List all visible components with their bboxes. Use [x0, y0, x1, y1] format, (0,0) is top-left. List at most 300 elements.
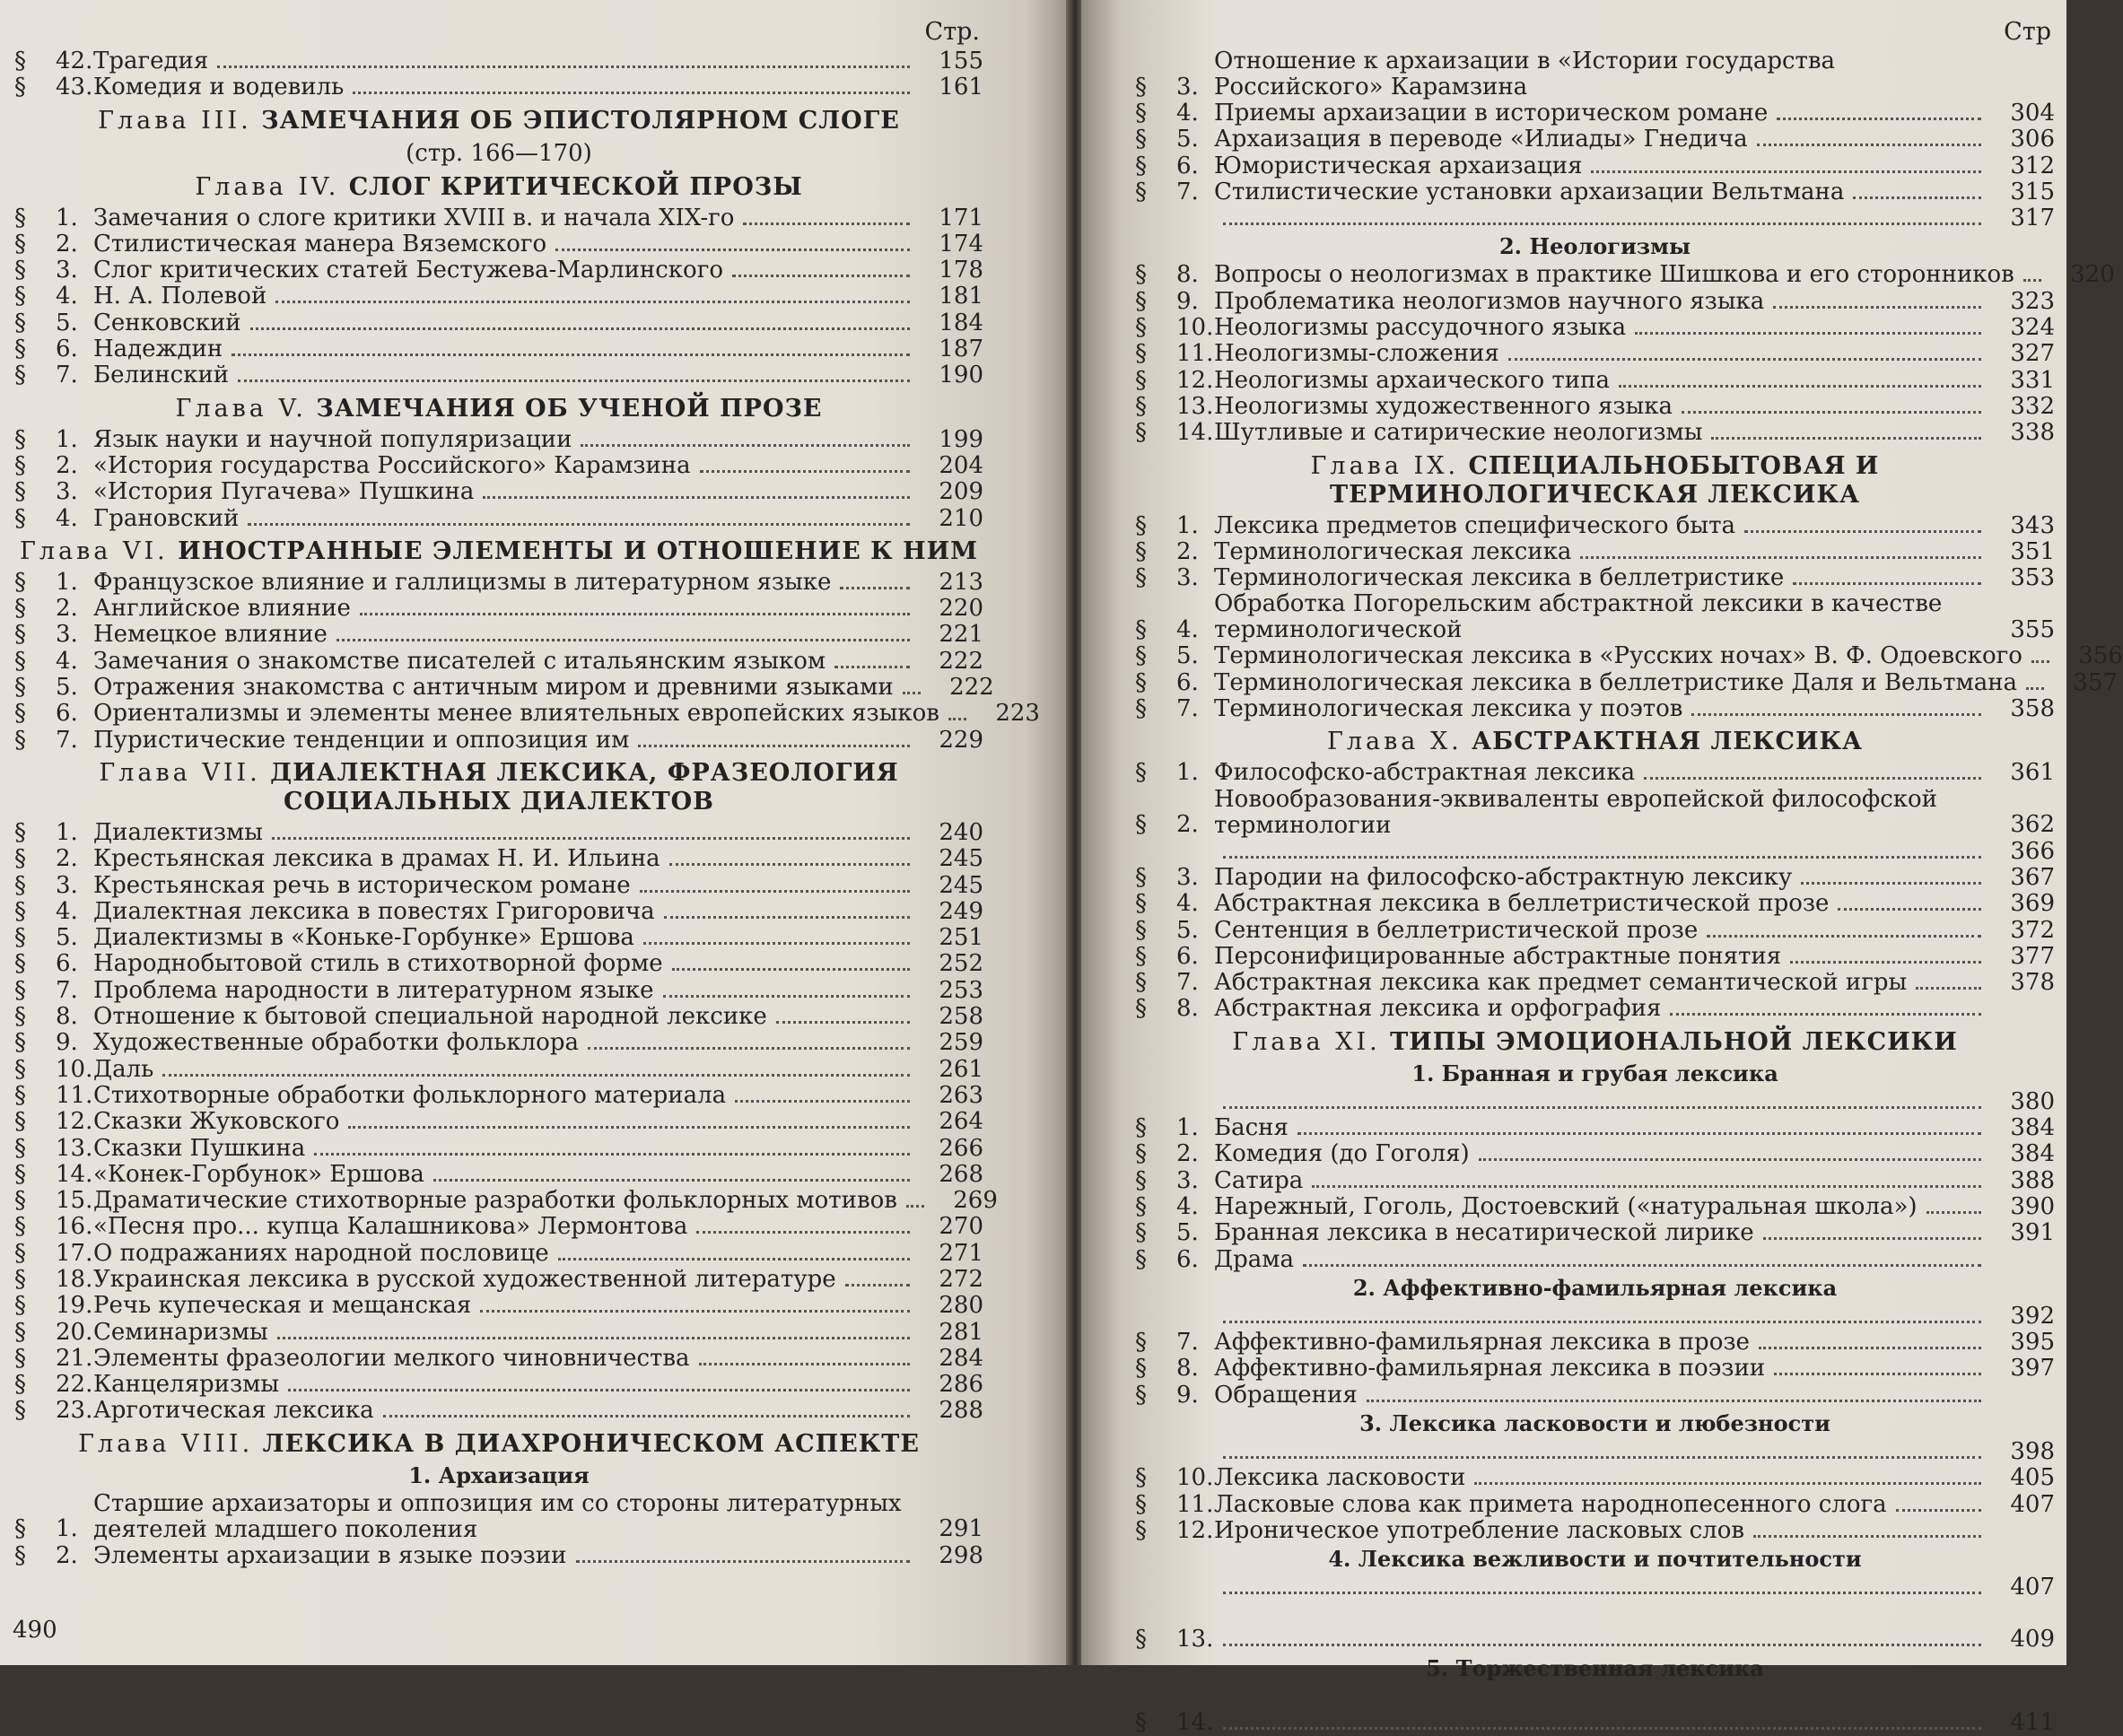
entry-page: 222: [939, 647, 983, 675]
right-entries: [1135, 48, 2123, 1736]
leader-dots: [663, 995, 910, 998]
entry-number: 10.: [1176, 314, 1214, 342]
entry-page: 220: [939, 595, 983, 623]
right-toc: [1135, 16, 2123, 1736]
section-sign: §: [14, 283, 26, 310]
section-sign: §: [1135, 1516, 1147, 1544]
right-page: [1081, 0, 2123, 1736]
entry-number: 7.: [56, 362, 78, 389]
entry-number: 4.: [56, 647, 78, 675]
entry-page: 258: [939, 1003, 983, 1031]
section-sign: §: [1135, 419, 1147, 447]
entry-number: 2.: [1176, 811, 1199, 839]
chapter-heading: [14, 537, 983, 566]
entry-page: 331: [2010, 366, 2055, 394]
entry-title: Отношение к бытовой специальной народной лексике: [93, 1003, 767, 1031]
entry-page: 221: [939, 621, 983, 649]
entry-number: 10.: [1176, 1464, 1214, 1492]
chapter-title: АБСТРАКТНАЯ ЛЕКСИКА: [1472, 728, 1864, 756]
toc-entry: [14, 1214, 983, 1240]
entry-number: 1.: [56, 425, 78, 453]
leader-dots: [576, 1560, 910, 1563]
entry-page: 272: [939, 1265, 983, 1293]
toc-entry: [1135, 1168, 2055, 1194]
section-sign: §: [1135, 126, 1147, 153]
entry-title: Речь купеческая и мещанская: [93, 1292, 472, 1320]
entry-title: Сенковский: [93, 309, 241, 336]
entry-title: Замечания о слоге критики XVIII в. и начала XIX-го: [93, 204, 735, 231]
toc-entry: [14, 479, 983, 505]
toc-entry: [1135, 918, 2055, 944]
entry-number: 12.: [1176, 1516, 1214, 1544]
toc-entry: [14, 1083, 983, 1109]
section-sign: §: [14, 257, 26, 284]
entry-page: 223: [995, 700, 1040, 728]
leader-dots: [1223, 222, 1981, 225]
leader-dots: [1619, 385, 1981, 388]
entry-title: Терминологическая лексика в «Русских ночах» В. Ф. Одоевского: [1214, 642, 2023, 670]
chapter-heading: [1135, 728, 2055, 756]
entry-title: Французское влияние и галлицизмы в литературном языке: [93, 568, 832, 596]
entry-number: 6.: [1176, 668, 1199, 696]
entry-page: 362: [2010, 811, 2055, 839]
section-sign: §: [1135, 616, 1147, 644]
section-sign: §: [1135, 1381, 1147, 1409]
entry-title: Терминологическая лексика: [1214, 537, 1572, 565]
leader-dots: [664, 916, 910, 919]
section-sign: §: [1135, 811, 1147, 839]
entry-number: 1.: [56, 568, 78, 596]
entry-number: 5.: [56, 309, 78, 336]
toc-entry: [14, 570, 983, 596]
leader-dots: [383, 1415, 910, 1418]
entry-title: Старшие архаизаторы и оппозиция им со стороны литературных деятелей младшего поколения: [93, 1489, 902, 1543]
section-sign: §: [1135, 178, 1147, 205]
section-sign: §: [14, 362, 26, 389]
section-sign: §: [14, 1292, 26, 1320]
section-sign: §: [1135, 1140, 1147, 1168]
entry-number: 7.: [1176, 969, 1199, 997]
leader-dots: [776, 1021, 910, 1024]
section-sign: §: [14, 230, 26, 257]
leader-dots: [696, 1231, 910, 1234]
section-sign: §: [1135, 969, 1147, 997]
entry-page: 240: [939, 818, 983, 846]
entry-title: Семинаризмы: [93, 1318, 268, 1346]
leader-dots: [1896, 1509, 1981, 1512]
leader-dots: [1479, 1158, 1981, 1161]
toc-entry: [1135, 1710, 2055, 1736]
entry-number: 16.: [56, 1213, 93, 1241]
entry-title: Сказки Жуковского: [93, 1108, 340, 1136]
entry-number: 3.: [1176, 1166, 1199, 1194]
entry-page: 222: [949, 674, 994, 702]
leader-dots: [1223, 1727, 1981, 1730]
entry-number: 4.: [56, 897, 78, 925]
leader-dots: [1297, 1132, 1981, 1135]
entry-number: 23.: [56, 1397, 93, 1425]
chapter-title: ДИАЛЕКТНАЯ ЛЕКСИКА, ФРАЗЕОЛОГИЯ СОЦИАЛЬНЫХ ДИАЛЕКТОВ: [270, 758, 899, 816]
section-sign: §: [1135, 287, 1147, 315]
leader-dots: [1580, 556, 1981, 559]
entry-page: 380: [2010, 1087, 2055, 1115]
entry-page: 388: [2010, 1166, 2055, 1194]
leader-dots: [1223, 1644, 1981, 1646]
entry-page: 155: [939, 48, 983, 74]
section-sign: §: [14, 647, 26, 675]
toc-entry: [1135, 1089, 2055, 1115]
entry-page: 178: [939, 257, 983, 284]
entry-title: Обращения: [1214, 1381, 1358, 1409]
toc-entry: [14, 1543, 983, 1569]
section-sign: §: [14, 1108, 26, 1136]
toc-entry: [14, 1267, 983, 1293]
leader-dots: [1773, 306, 1981, 309]
entry-title: Аффективно-фамильярная лексика в прозе: [1214, 1329, 1750, 1357]
subsection-heading: 3. Лексика ласковости и любезности: [1359, 1409, 1830, 1436]
entry-title: Нарежный, Гоголь, Достоевский («натуральная школа»): [1214, 1192, 1918, 1220]
toc-entry: [1135, 420, 2055, 446]
entry-page: 251: [939, 924, 983, 952]
entry-title: Драматические стихотворные разработки фольклорных мотивов: [93, 1187, 897, 1215]
toc-entry: [14, 700, 1040, 728]
entry-page: 377: [2010, 942, 2055, 970]
entry-page: 357: [2073, 668, 2119, 696]
toc-entry: [1135, 1330, 2055, 1356]
toc-entry: [1135, 668, 2119, 696]
section-sign: §: [14, 1541, 26, 1569]
leader-dots: [1303, 1264, 1981, 1267]
entry-page: 209: [939, 478, 983, 506]
entry-title: Слог критических статей Бестужева-Марлинского: [93, 257, 723, 284]
toc-entry: [14, 257, 983, 284]
entry-number: 1.: [1176, 1114, 1199, 1142]
entry-title: Юмористическая архаизация: [1214, 152, 1583, 179]
section-sign: §: [1135, 314, 1147, 342]
toc-entry: [14, 1372, 983, 1398]
entry-title: Неологизмы архаического типа: [1214, 366, 1610, 394]
toc-entry: [1135, 513, 2055, 539]
entry-page: 358: [2010, 695, 2055, 723]
entry-page: 327: [2010, 340, 2055, 368]
entry-page: 353: [2010, 564, 2055, 592]
section-sign: §: [14, 1371, 26, 1399]
chapter-number: Глава VIII.: [78, 1429, 254, 1458]
entry-page: 268: [939, 1160, 983, 1188]
section-sign: §: [1135, 995, 1147, 1023]
entry-title: Стилистическая манера Вяземского: [93, 230, 547, 257]
subsection-heading: 2. Аффективно-фамильярная лексика: [1352, 1274, 1838, 1301]
leader-dots: [1508, 358, 1981, 361]
entry-title: Проблематика неологизмов научного языка: [1214, 287, 1765, 315]
entry-title: Лексика ласковости: [1214, 1464, 1466, 1492]
toc-entry: [1135, 642, 2123, 670]
toc-entry: [14, 1004, 983, 1030]
leader-dots: [348, 1126, 910, 1129]
chapter-title: ИНОСТРАННЫЕ ЭЛЕМЕНТЫ И ОТНОШЕНИЕ К НИМ: [178, 537, 979, 565]
entry-title: Арготическая лексика: [93, 1397, 374, 1425]
toc-entry: [1135, 261, 2115, 289]
toc-entry: [1135, 1383, 2055, 1409]
toc-entry: [14, 1398, 983, 1424]
toc-entry: [1135, 839, 2055, 865]
entry-page: 264: [939, 1108, 983, 1136]
entry-title: Аффективно-фамильярная лексика в поэзии: [1214, 1355, 1766, 1383]
toc-entry: [14, 1346, 983, 1372]
entry-title: Архаизация в переводе «Илиады» Гнедича: [1214, 126, 1748, 153]
section-sign: §: [1135, 1464, 1147, 1492]
toc-entry: [1135, 970, 2055, 996]
entry-number: 2.: [56, 230, 78, 257]
subsection-heading: 1. Бранная и грубая лексика: [1411, 1060, 1778, 1086]
leader-dots: [277, 1337, 910, 1339]
entry-title: Даль: [93, 1055, 154, 1083]
entry-title: Абстрактная лексика как предмет семантической игры: [1214, 969, 1908, 997]
entry-number: 8.: [1176, 995, 1199, 1023]
entry-page: 281: [939, 1318, 983, 1346]
section-sign: §: [14, 621, 26, 649]
chapter-title: СПЕЦИАЛЬНОБЫТОВАЯ И ТЕРМИНОЛОГИЧЕСКАЯ ЛЕКСИКА: [1330, 451, 1880, 509]
leader-dots: [288, 1389, 910, 1391]
subsection-heading: 1. Архаизация: [408, 1461, 590, 1488]
page-column-label: Стр.: [924, 18, 980, 46]
section-sign: §: [1135, 366, 1147, 394]
leader-dots: [1223, 1592, 1981, 1594]
entry-page: 259: [939, 1029, 983, 1057]
entry-number: 14.: [1176, 1708, 1214, 1736]
section-sign: §: [14, 309, 26, 336]
entry-page: 405: [2010, 1464, 2055, 1492]
section-sign: §: [14, 845, 26, 873]
section-sign: §: [1135, 511, 1147, 539]
toc-entry: [14, 205, 983, 231]
entry-title: Лексика предметов специфического быта: [1214, 511, 1735, 539]
entry-number: 11.: [56, 1081, 93, 1109]
entry-page: 269: [953, 1187, 998, 1215]
entry-title: Сентенция в беллетристической прозе: [1214, 916, 1699, 944]
section-sign: §: [1135, 695, 1147, 723]
entry-title: Ироническое употребление ласковых слов: [1214, 1516, 1744, 1544]
toc-entry: [1135, 341, 2055, 367]
entry-title: Художественные обработки фольклора: [93, 1029, 579, 1057]
section-sign: §: [1135, 863, 1147, 891]
entry-number: 3.: [56, 478, 78, 506]
section-sign: §: [14, 478, 26, 506]
entry-page: 355: [2010, 616, 2055, 644]
entry-number: 8.: [1176, 1355, 1199, 1383]
chapter-number: Глава V.: [175, 394, 307, 423]
entry-page: 367: [2010, 863, 2055, 891]
leader-dots: [217, 65, 910, 68]
entry-page: 261: [939, 1055, 983, 1083]
subsection-heading: 5. Торжественная лексика: [1426, 1654, 1764, 1681]
toc-entry: [1135, 1220, 2055, 1246]
section-sign: §: [14, 871, 26, 899]
section-sign: §: [1135, 759, 1147, 787]
entry-title: Сказки Пушкина: [93, 1134, 306, 1162]
chapter-number: Глава VII.: [99, 758, 261, 787]
entry-number: 15.: [56, 1187, 93, 1215]
entry-title: Философско-абстрактная лексика: [1214, 759, 1636, 787]
section-sign: §: [14, 451, 26, 479]
leader-dots: [555, 249, 910, 251]
leader-dots: [1682, 411, 1981, 414]
leader-dots: [1790, 961, 1981, 964]
leader-dots: [845, 1284, 910, 1287]
toc-entry: [14, 820, 983, 846]
entry-number: 3.: [56, 871, 78, 899]
section-sign: §: [1135, 642, 1147, 670]
toc-entry: [14, 1057, 983, 1083]
section-sign: §: [1135, 261, 1147, 289]
leader-dots: [669, 863, 910, 866]
entry-title: Неологизмы рассудочного языка: [1214, 314, 1627, 342]
toc-entry: [1135, 996, 2055, 1022]
section-sign: §: [14, 1397, 26, 1425]
toc-entry: [1135, 865, 2055, 891]
toc-entry: [1135, 787, 2055, 839]
entry-title: Стихотворные обработки фольклорного материала: [93, 1081, 727, 1109]
entry-title: Шутливые и сатирические неологизмы: [1214, 419, 1703, 447]
entry-page: 249: [939, 897, 983, 925]
entry-number: 2.: [56, 1541, 78, 1569]
leader-dots: [732, 275, 910, 277]
entry-number: 10.: [56, 1055, 93, 1083]
section-sign: §: [1135, 1355, 1147, 1383]
entry-title: Сатира: [1214, 1166, 1304, 1194]
entry-title: Неологизмы-сложения: [1214, 340, 1499, 368]
entry-title: Диалектная лексика в повестях Григоровича: [93, 897, 655, 925]
leader-dots: [1223, 1456, 1981, 1459]
section-sign: §: [1135, 1219, 1147, 1247]
entry-title: Стилистические установки архаизации Вельтмана: [1214, 178, 1845, 205]
section-sign: §: [1135, 340, 1147, 368]
entry-page: 270: [939, 1213, 983, 1241]
entry-page: 407: [2010, 1574, 2055, 1601]
entry-title: Бранная лексика в несатирической лирике: [1214, 1219, 1754, 1247]
toc-entry: [14, 1162, 983, 1188]
leader-dots: [643, 942, 910, 945]
toc-entry: [1135, 368, 2055, 394]
entry-number: 1.: [56, 1515, 78, 1543]
toc-entry: [1135, 760, 2055, 786]
entry-title: «Песня про... купца Калашникова» Лермонтова: [93, 1213, 688, 1241]
entry-title: Элементы фразеологии мелкого чиновничества: [93, 1344, 690, 1372]
toc-entry: [14, 1030, 983, 1056]
entry-title: Элементы архаизации в языке поэзии: [93, 1541, 567, 1569]
toc-entry: [14, 506, 983, 532]
entry-title: Английское влияние: [93, 595, 351, 623]
section-sign: §: [1135, 1626, 1147, 1653]
toc-entry: [1135, 48, 2055, 100]
section-sign: §: [14, 504, 26, 532]
entry-title: Персонифицированные абстрактные понятия: [1214, 942, 1782, 970]
entry-number: 4.: [1176, 616, 1199, 644]
toc-entry: [14, 231, 983, 257]
entry-number: 19.: [56, 1292, 93, 1320]
toc-entry: [14, 1293, 983, 1319]
entry-number: 13.: [56, 1134, 93, 1162]
toc-entry: [14, 453, 983, 479]
left-toc: [14, 16, 1040, 1569]
entry-number: 11.: [1176, 340, 1214, 368]
entry-page: 391: [2010, 1219, 2055, 1247]
chapter-title: ЛЕКСИКА В ДИАХРОНИЧЕСКОМ АСПЕКТЕ: [262, 1429, 920, 1458]
chapter-number: Глава IV.: [195, 172, 340, 201]
section-sign: §: [14, 726, 26, 754]
entry-page: 263: [939, 1081, 983, 1109]
entry-page: 213: [939, 568, 983, 596]
entry-number: 13.: [1176, 392, 1214, 420]
entry-title: Народнобытовой стиль в стихотворной форме: [93, 950, 663, 978]
leader-dots: [1635, 332, 1981, 335]
entry-number: 2.: [1176, 537, 1199, 565]
entry-number: 11.: [1176, 1490, 1214, 1518]
entry-page: 312: [2010, 152, 2055, 179]
entry-title: Неологизмы художественного языка: [1214, 392, 1673, 420]
toc-entry: [1135, 1194, 2055, 1220]
toc-entry: [1135, 539, 2055, 565]
entry-number: 3.: [1176, 73, 1199, 100]
section-sign: §: [14, 1055, 26, 1083]
section-sign: §: [14, 976, 26, 1004]
entry-title: Отражения знакомства с античным миром и древними языками: [93, 674, 894, 702]
section-sign: §: [1135, 1166, 1147, 1194]
chapter-heading: [14, 1430, 983, 1459]
entry-title: Комедия (до Гоголя): [1214, 1140, 1470, 1168]
section-sign: §: [14, 74, 26, 101]
entry-title: Надеждин: [93, 336, 223, 363]
entry-number: 7.: [1176, 178, 1199, 205]
leader-dots: [834, 666, 910, 668]
entry-number: 43.: [56, 74, 93, 101]
section-sign: §: [1135, 1192, 1147, 1220]
entry-page: 372: [2010, 916, 2055, 944]
entry-page: 298: [939, 1541, 983, 1569]
section-sign: §: [14, 700, 26, 728]
toc-entry: [14, 925, 983, 951]
toc-entry: [14, 978, 983, 1004]
section-sign: §: [14, 1160, 26, 1188]
section-sign: §: [14, 204, 26, 231]
section-sign: §: [14, 1239, 26, 1267]
entry-number: 8.: [1176, 261, 1199, 289]
section-sign: §: [14, 1187, 26, 1215]
entry-page: 280: [939, 1292, 983, 1320]
section-sign: §: [14, 897, 26, 925]
entry-number: 12.: [56, 1108, 93, 1136]
leader-dots: [250, 327, 910, 330]
leader-dots: [238, 379, 910, 382]
toc-entry: [1135, 1518, 2055, 1544]
leader-dots: [1707, 935, 1981, 938]
section-sign: §: [14, 1265, 26, 1293]
toc-entry: [14, 728, 983, 754]
section-sign: §: [14, 1515, 26, 1543]
chapter-title: ЗАМЕЧАНИЯ ОБ УЧЕНОЙ ПРОЗЕ: [316, 394, 823, 423]
entry-number: 6.: [1176, 942, 1199, 970]
entry-number: 1.: [56, 204, 78, 231]
entry-page: 323: [2010, 287, 2055, 315]
entry-page: 384: [2010, 1140, 2055, 1168]
section-sign: §: [14, 818, 26, 846]
spacer: [1135, 1601, 2055, 1627]
entry-title: Немецкое влияние: [93, 621, 328, 649]
page-column-label: Стр: [2004, 18, 2051, 46]
leader-dots: [638, 745, 910, 747]
toc-entry: [1135, 1115, 2055, 1141]
leader-dots: [1691, 713, 1981, 716]
